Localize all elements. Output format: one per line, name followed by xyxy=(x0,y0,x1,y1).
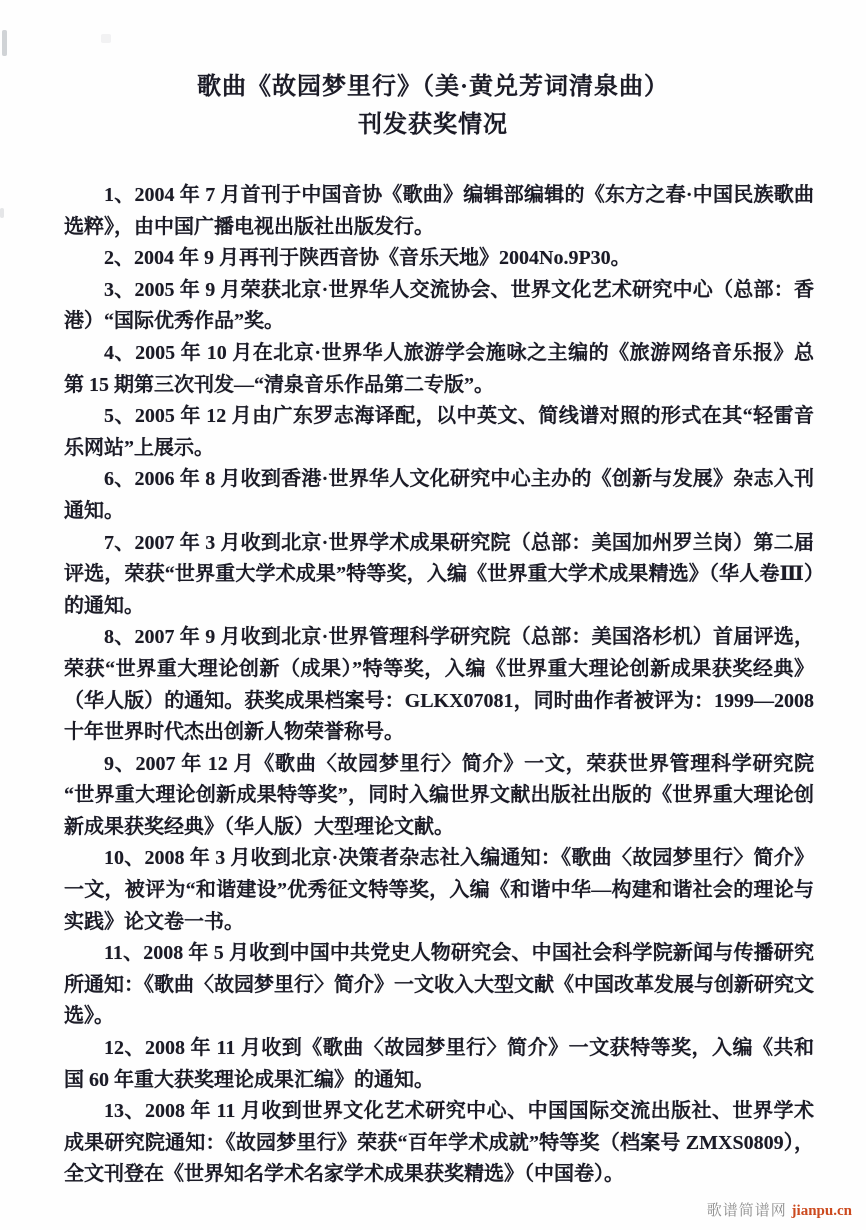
scan-artifact xyxy=(2,30,7,56)
award-list-item: 12、2008 年 11 月收到《歌曲〈故园梦里行〉简介》一文获特等奖，入编《共和国 60 年重大获奖理论成果汇编》的通知。 xyxy=(64,1037,814,1091)
document-title xyxy=(0,0,866,146)
site-watermark xyxy=(707,1199,852,1220)
award-list-item: 4、2005 年 10 月在北京·世界华人旅游学会施咏之主编的《旅游网络音乐报》总第 15 期第三次刊发—“清泉音乐作品第二专版”。 xyxy=(64,341,814,396)
award-list-item: 11、2008 年 5 月收到中国中共党史人物研究会、中国社会科学院新闻与传播研究所通知：《歌曲〈故园梦里行〉简介》一文收入大型文献《中国改革发展与创新研究文选》。 xyxy=(64,942,814,1028)
award-list-item: 7、2007 年 3 月收到北京·世界学术成果研究院（总部：美国加州罗兰岗）第二届评选，荣获“世界重大学术成果”特等奖，入编《世界重大学术成果精选》（华人卷Ⅲ）的通知。 xyxy=(64,531,814,617)
watermark-site-domain: jianpu.cn xyxy=(791,1203,852,1219)
award-list-item: 2、2004 年 9 月再刊于陕西音协《音乐天地》2004No.9P30。 xyxy=(104,247,631,270)
watermark-site-name: 歌谱简谱网 xyxy=(706,1203,787,1219)
award-list-item: 3、2005 年 9 月荣获北京·世界华人交流协会、世界文化艺术研究中心（总部：香港）“国际优秀作品”奖。 xyxy=(64,278,814,333)
scan-artifact xyxy=(101,34,111,43)
award-list-item: 6、2006 年 8 月收到香港·世界华人文化研究中心主办的《创新与发展》杂志入刊通知。 xyxy=(64,468,814,522)
award-list-item: 8、2007 年 9 月收到北京·世界管理科学研究院（总部：美国洛杉机）首届评选，荣获“世界重大理论创新（成果）”特等奖，入编《世界重大理论创新成果获奖经典》（华人版）的通知。获奖成果档案号：GLKX07081，同时曲作者被评为：1999—2008 十年世界时代杰出创新人物荣誉称号。 xyxy=(64,626,814,744)
page-title-line1: 歌曲《故园梦里行》（美·黄兑芳词清泉曲） xyxy=(196,74,669,100)
award-list-item: 9、2007 年 12 月《歌曲〈故园梦里行〉简介》一文，荣获世界管理科学研究院“世界重大理论创新成果特等奖”，同时入编世界文献出版社出版的《世界重大理论创新成果获奖经典》（华人版）大型理论文献。 xyxy=(64,752,814,838)
award-list-item: 5、2005 年 12 月由广东罗志海译配，以中英文、简线谱对照的形式在其“轻雷音乐网站”上展示。 xyxy=(64,405,814,459)
page-title-line2: 刊发获奖情况 xyxy=(358,112,508,138)
award-list-item: 13、2008 年 11 月收到世界文化艺术研究中心、中国国际交流出版社、世界学术成果研究院通知：《故园梦里行》荣获“百年学术成就”特等奖（档案号 ZMXS0809），全文刊登在《世界知名学术名家学术成果获奖精选》（中国卷）。 xyxy=(64,1100,814,1186)
award-list-item: 10、2008 年 3 月收到北京·决策者杂志社入编通知：《歌曲〈故园梦里行〉简介》一文，被评为“和谐建设”优秀征文特等奖，入编《和谐中华—构建和谐社会的理论与实践》论文卷一书。 xyxy=(64,847,814,933)
award-list-item: 1、2004 年 7 月首刊于中国音协《歌曲》编辑部编辑的《东方之春·中国民族歌曲选粹》，由中国广播电视出版社出版发行。 xyxy=(64,184,814,238)
scan-artifact xyxy=(0,208,4,218)
award-list xyxy=(64,180,814,1191)
